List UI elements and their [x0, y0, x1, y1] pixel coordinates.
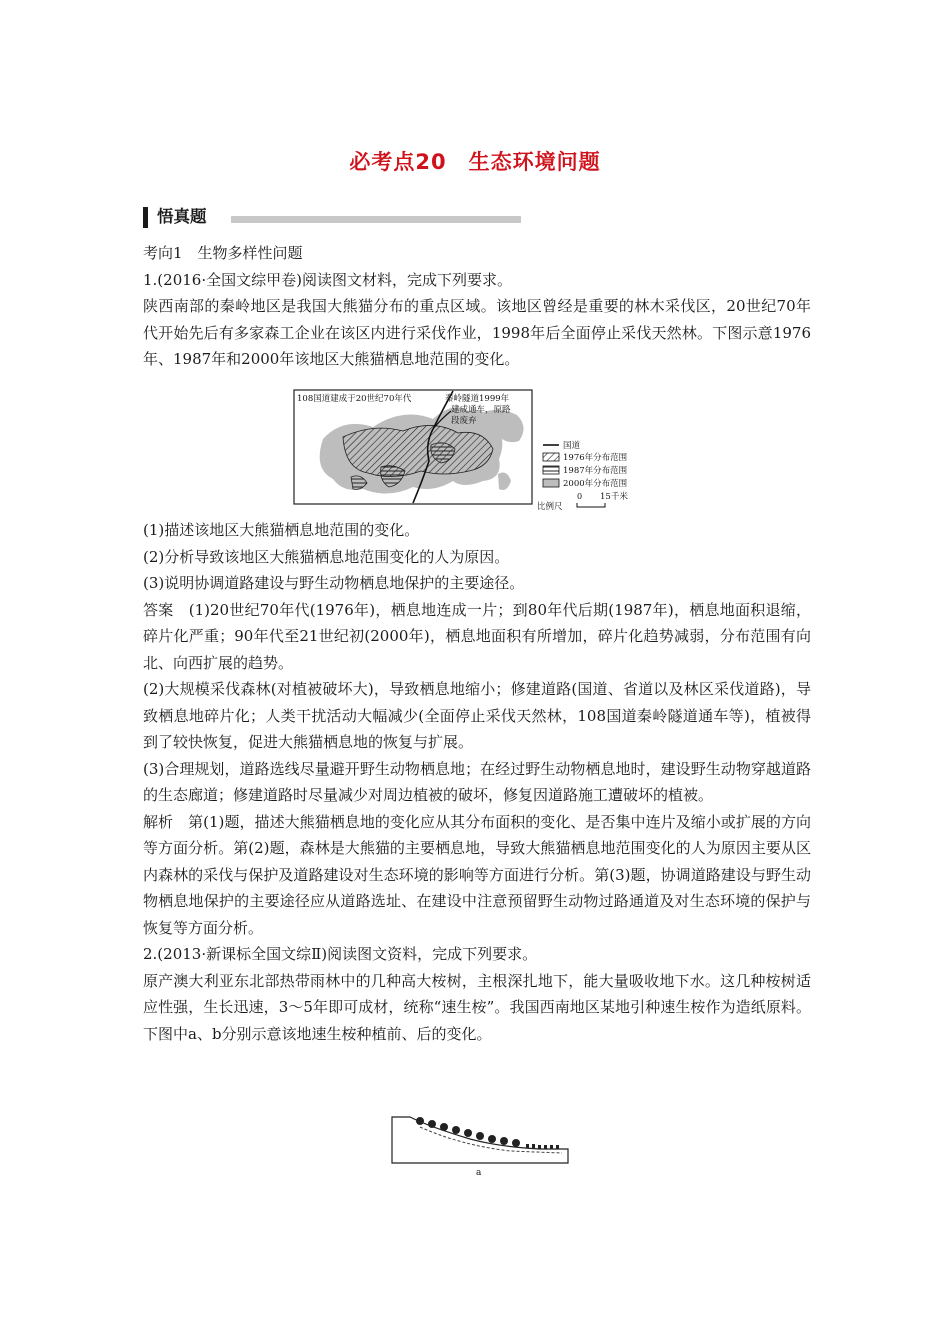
- answer-part-1: 答案 (1)20世纪70年代(1976年)，栖息地连成一片；到80年代后期(1987年)，栖息地面积退缩，碎片化严重；90年代至21世纪初(2000年)，栖息地面积有所增加，碎片化趋势减弱，分布范围有向北、向西扩展的趋势。: [143, 600, 811, 672]
- legend-road: 国道: [563, 441, 581, 451]
- habitat-map-figure: [293, 389, 660, 513]
- tunnel-label-2: 建成通车，原路: [451, 405, 511, 415]
- answer-part-2: (2)大规模采伐森林(对植被破坏大)，导致栖息地缩小；修建道路(国道、省道以及林区采伐道路)，导致栖息地碎片化；人类干扰活动大幅减少(全面停止采伐天然林，108国道秦岭隧道通车等)，植被得到了较快恢复，促进大熊猫栖息地的恢复与扩展。: [143, 680, 811, 751]
- section-bar: [143, 207, 148, 228]
- range-1976: [343, 425, 493, 476]
- page-title: 必考点20 生态环境问题: [349, 150, 601, 174]
- legend-1976-swatch: [543, 453, 559, 461]
- answer-part-3: (3)合理规划，道路选线尽量避开野生动物栖息地；在经过野生动物栖息地时，建设野生动物穿越道路的生态廊道；修建道路时尽量减少对周边植被的破坏，修复因道路施工遭破坏的植被。: [143, 759, 811, 804]
- question-1-material: 陕西南部的秦岭地区是我国大熊猫分布的重点区域。该地区曾经是重要的林木采伐区，20世纪70年代开始先后有多家森工企业在该区内进行采伐作业，1998年后全面停止采伐天然林。下图示意1976年、1987年和2000年该地区大熊猫栖息地范围的变化。: [143, 297, 811, 368]
- tunnel-label-1: 秦岭隧道1999年: [445, 394, 510, 404]
- scale-label: 比例尺: [537, 502, 563, 512]
- question-1-part-3: (3)说明协调道路建设与野生动物栖息地保护的主要途径。: [143, 574, 525, 592]
- question-2-stem: 2.(2013·新课标全国文综Ⅱ)阅读图文资料，完成下列要求。: [143, 945, 538, 963]
- legend-2000: 2000年分布范围: [563, 479, 628, 489]
- section-header: [143, 206, 523, 230]
- legend-1976: 1976年分布范围: [563, 453, 628, 463]
- legend-2000-swatch: [543, 479, 559, 487]
- legend-1987: 1987年分布范围: [563, 466, 628, 476]
- figure-caption-a: a: [476, 1168, 482, 1177]
- intro-block: [143, 240, 811, 373]
- scale-bar: [577, 503, 605, 507]
- section-rule: [231, 216, 521, 223]
- legend-1987-swatch: [543, 466, 559, 474]
- question-1-part-2: (2)分析导致该地区大熊猫栖息地范围变化的人为原因。: [143, 547, 510, 566]
- content-block: [143, 517, 811, 1047]
- scale-max: 15千米: [600, 492, 628, 502]
- road-label: 108国道建成于20世纪70年代: [297, 394, 412, 404]
- scale-zero: 0: [577, 492, 583, 501]
- question-2-material: 原产澳大利亚东北部热带雨林中的几种高大桉树，主根深扎地下，能大量吸收地下水。这几种桉树适应性强，生长迅速，3～5年即可成材，统称“速生桉”。我国西南地区某地引种速生桉作为造纸原料。下图中a、b分别示意该地速生桉种植前、后的变化。: [143, 971, 811, 1043]
- section-label: 悟真题: [157, 207, 207, 226]
- topic-heading: 考向1 生物多样性问题: [143, 244, 303, 262]
- analysis: 解析 第(1)题，描述大熊猫栖息地的变化应从其分布面积的变化、是否集中连片及缩小或扩展的方向等方面分析。第(2)题，森林是大熊猫的主要栖息地，导致大熊猫栖息地范围变化的人为原因主要从区内森林的采伐与保护及道路建设对生态环境的影响等方面进行分析。第(3)题，协调道路建设与野生动物栖息地保护的主要途径应从道路选址、在建设中注意预留野生动物过路通道及对生态环境的保护与恢复等方面分析。: [143, 812, 811, 937]
- eucalyptus-figure-a: [390, 1111, 570, 1177]
- question-1-stem: 1.(2016·全国文综甲卷)阅读图文材料，完成下列要求。: [143, 270, 512, 289]
- tunnel-label-3: 段废弃: [451, 416, 477, 426]
- question-1-part-1: (1)描述该地区大熊猫栖息地范围的变化。: [143, 521, 420, 539]
